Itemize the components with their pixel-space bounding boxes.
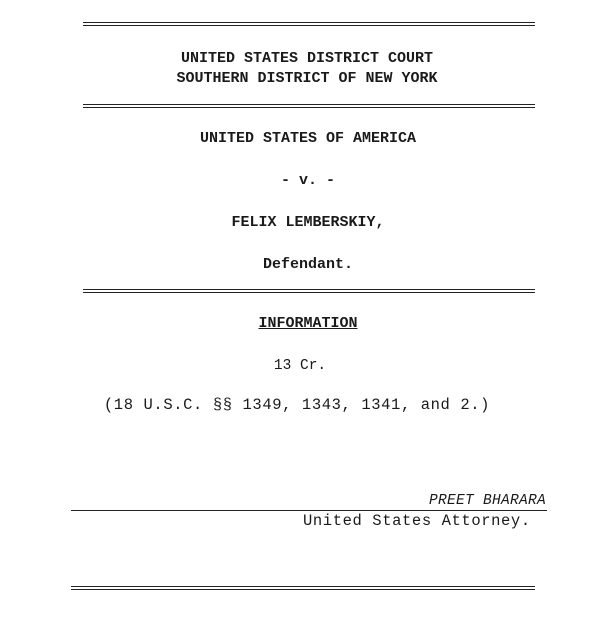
signatory-title: United States Attorney. — [303, 512, 531, 530]
defendant-label: Defendant. — [262, 256, 353, 273]
top-double-rule — [83, 22, 535, 26]
defendant-name: FELIX LEMBERSKIY, — [231, 214, 385, 231]
versus-label: - v. - — [280, 172, 335, 189]
document-title: INFORMATION — [258, 315, 358, 332]
court-name-line-1: UNITED STATES DISTRICT COURT — [180, 50, 434, 67]
signature-line — [71, 510, 547, 511]
court-double-rule — [83, 104, 535, 108]
court-name-line-2: SOUTHERN DISTRICT OF NEW YORK — [176, 70, 438, 87]
statute-citation: (18 U.S.C. §§ 1349, 1343, 1341, and 2.) — [103, 396, 491, 414]
case-number: 13 Cr. — [273, 358, 327, 374]
caption-double-rule — [83, 289, 535, 293]
bottom-double-rule — [71, 586, 535, 590]
plaintiff-name: UNITED STATES OF AMERICA — [199, 130, 417, 147]
signatory-name: PREET BHARARA — [428, 493, 546, 509]
